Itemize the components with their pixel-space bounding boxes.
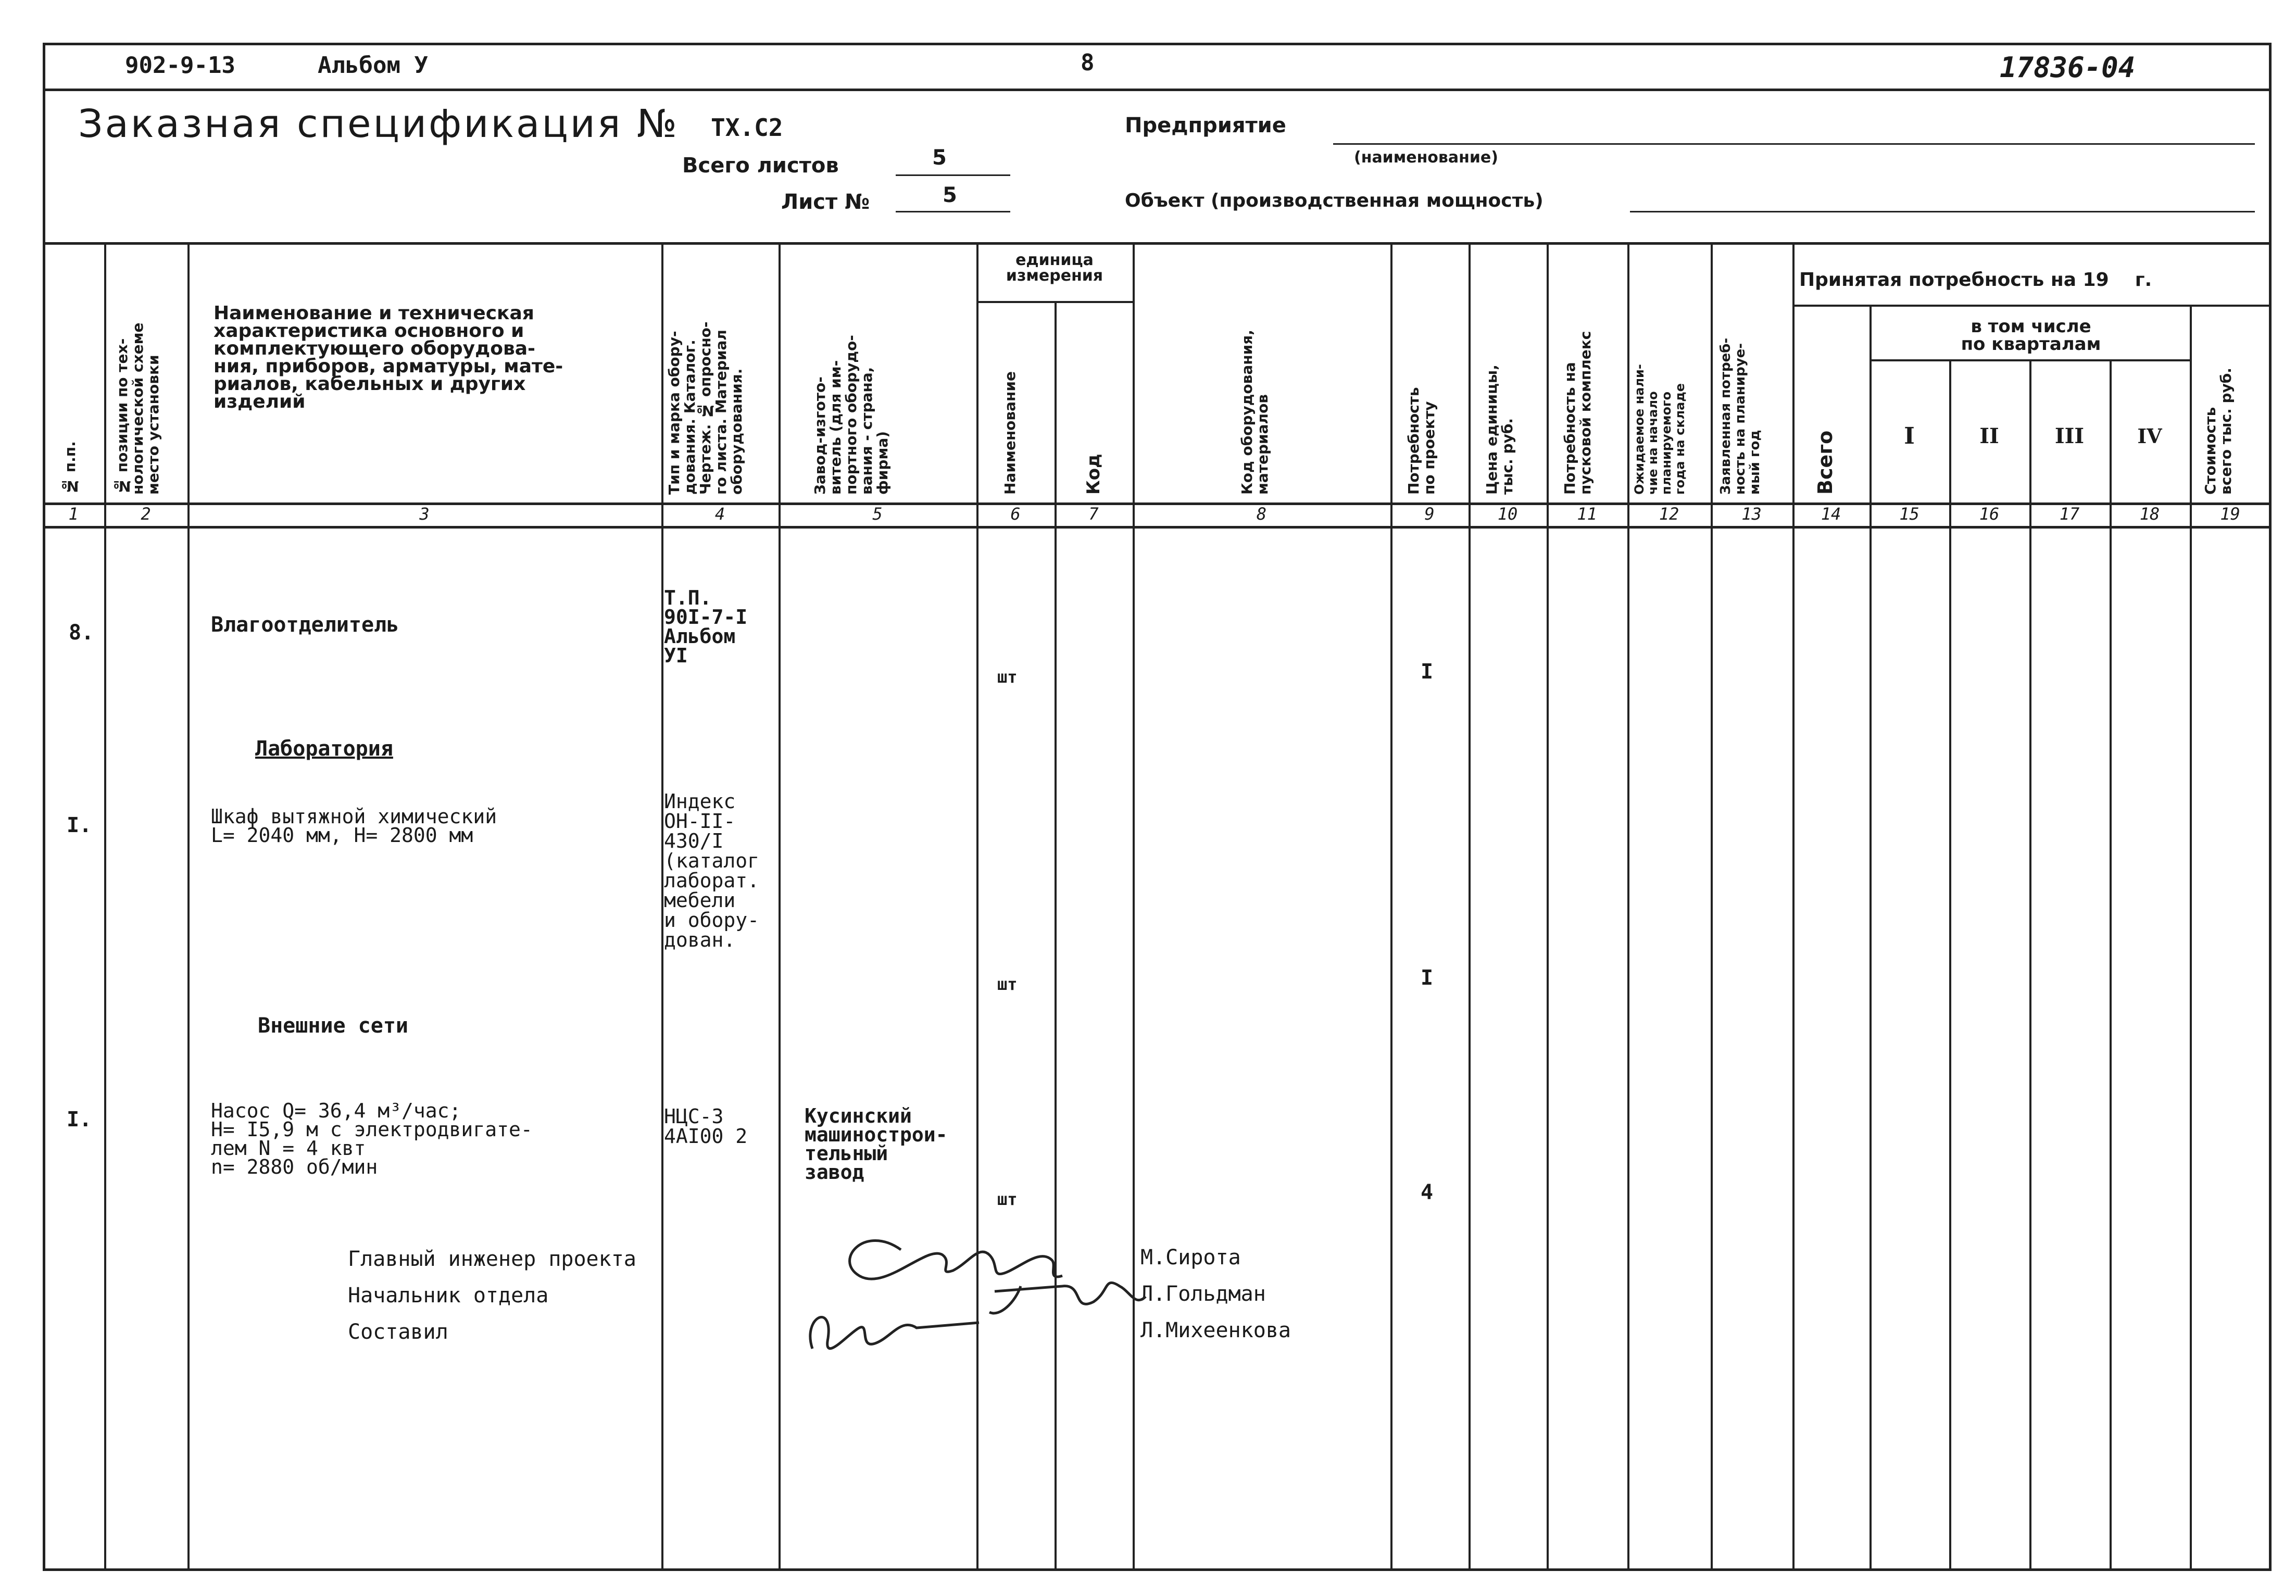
- row3-qty: 4: [1421, 1180, 1434, 1204]
- col-number: 13: [1741, 504, 1762, 524]
- col-number: 9: [1424, 504, 1435, 524]
- signature-role-department-head: Начальник отдела: [348, 1284, 549, 1308]
- col-number: 6: [1010, 504, 1021, 524]
- col-line: [661, 242, 663, 1570]
- col-header-3: Наименование и техническая характеристика основного и комплектующего оборудова- ния, приборов, арматуры, мате- риалов, кабельных и других изделий: [214, 303, 563, 412]
- col-line: [1547, 242, 1549, 1570]
- total-sheets-label: Всего листов: [682, 154, 839, 178]
- row2-number: I.: [67, 813, 92, 837]
- col-header-1: № п.п.: [61, 441, 79, 495]
- col-header-9: Потребность по проекту: [1405, 387, 1438, 495]
- col-header-6: Наименование: [1001, 371, 1019, 495]
- row2-type: Индекс ОН-II- 430/I (каталог лаборат. мебели и обору- дован.: [664, 790, 760, 951]
- col-line: [1055, 301, 1057, 1570]
- spec-title: Заказная спецификация №: [78, 102, 679, 146]
- col-number: 11: [1577, 504, 1597, 524]
- row2-qty: I: [1421, 966, 1434, 990]
- col-line: [104, 242, 106, 1570]
- col-number: 8: [1256, 504, 1267, 524]
- col-line: [187, 242, 190, 1570]
- total-sheets-underline: [896, 174, 1010, 176]
- signature-name-1: М.Сирота: [1140, 1246, 1241, 1270]
- col-line: [1792, 242, 1795, 1570]
- row3-type: НЦС-3 4АI00 2: [664, 1105, 748, 1148]
- col-line: [779, 242, 781, 1570]
- col-header-2: № позиции по тех- нологической схеме место установки: [114, 322, 162, 495]
- section-external-networks: Внешние сети: [258, 1014, 408, 1038]
- title-bottom-line: [43, 242, 2272, 245]
- signature-role-compiled-by: Составил: [348, 1320, 448, 1344]
- col-line: [2029, 359, 2031, 1570]
- signature-role-chief-engineer: Главный инженер проекта: [348, 1247, 636, 1271]
- col-header-7: Код: [1083, 454, 1104, 495]
- project-code: 902-9-13: [125, 52, 235, 79]
- enterprise-label: Предприятие: [1125, 114, 1286, 137]
- col-number: 4: [714, 504, 725, 524]
- row1-type: Т.П. 90I-7-I Альбом УI: [664, 586, 748, 667]
- col-number: 18: [2139, 504, 2160, 524]
- col-number: 19: [2220, 504, 2240, 524]
- col-line: [1949, 359, 1951, 1570]
- col-header-19: Стоимость всего тыс. руб.: [2202, 368, 2235, 495]
- col-header-12: Ожидаемое нали- чие на начало планируемого года на складе: [1632, 364, 1687, 495]
- col-line: [1390, 242, 1392, 1570]
- col-number: 1: [68, 504, 79, 524]
- col-number: 7: [1088, 504, 1099, 524]
- col-header-10: Цена единицы, тыс. руб.: [1483, 365, 1516, 495]
- quarters-header: в том числе по кварталам: [1961, 316, 2101, 355]
- col-line: [1627, 242, 1629, 1570]
- signature-name-3: Л.Михеенкова: [1140, 1318, 1291, 1342]
- sheet-value: 5: [943, 183, 957, 207]
- col-line: [1711, 242, 1713, 1570]
- quarter-2-header: II: [1979, 424, 1999, 448]
- header-line: [43, 89, 2272, 91]
- row3-unit: шт: [997, 1189, 1018, 1209]
- handwritten-signatures: [771, 1213, 1166, 1369]
- row3-name: Насос Q= 36,4 м³/час; Н= I5,9 м с электродвигате- лем N = 4 квт n= 2880 об/мин: [211, 1099, 533, 1178]
- row2-name: Шкаф вытяжной химический L= 2040 мм, Н= 2800 мм: [211, 805, 497, 847]
- col-number: 16: [1979, 504, 2000, 524]
- col-number: 15: [1899, 504, 1919, 524]
- col-line: [2190, 305, 2192, 1570]
- row1-name: Влагоотделитель: [211, 613, 399, 637]
- accepted-line: [1792, 305, 2272, 307]
- col-header-13: Заявленная потреб- ность на планируе- мый год: [1718, 337, 1763, 495]
- doc-number: 17836-04: [2000, 51, 2136, 84]
- row3-maker: Кусинский машинострои- тельный завод: [805, 1104, 948, 1184]
- col-number: 2: [141, 504, 151, 524]
- spec-number: ТХ.С2: [711, 114, 783, 142]
- row2-unit: шт: [997, 974, 1018, 994]
- sheet-label: Лист №: [781, 190, 870, 214]
- album-label: Альбом У: [318, 52, 428, 79]
- col-header-4: Тип и марка обору- дования. Каталог. Чертеж. № опросно- го листа. Материал оборудования.: [666, 321, 745, 495]
- col-line: [1870, 305, 1872, 1570]
- row1-qty: I: [1421, 660, 1434, 684]
- col-line: [2110, 359, 2112, 1570]
- col-header-14: Всего: [1814, 430, 1837, 495]
- quarter-1-header: I: [1904, 423, 1915, 449]
- section-laboratory: Лаборатория: [255, 737, 393, 761]
- col-number: 12: [1659, 504, 1679, 524]
- col-line: [1133, 242, 1135, 1570]
- signature-name-2: Л.Гольдман: [1140, 1282, 1266, 1306]
- enterprise-underline: [1333, 143, 2255, 145]
- col-header-5: Завод-изгото- витель (для им- портного оборудо- вания - страна, фирма): [811, 335, 891, 495]
- row1-number: 8.: [69, 621, 94, 645]
- col-number: 5: [872, 504, 883, 524]
- row1-unit: шт: [997, 667, 1018, 687]
- enterprise-hint: (наименование): [1354, 148, 1498, 167]
- quarter-3-header: III: [2054, 424, 2085, 448]
- col-number: 14: [1821, 504, 1841, 524]
- page-number: 8: [1081, 49, 1095, 76]
- row3-number: I.: [67, 1108, 92, 1132]
- col-number: 10: [1497, 504, 1518, 524]
- col-header-8: Код оборудования, материалов: [1238, 330, 1271, 495]
- col-header-11: Потребность на пусковой комплекс: [1561, 331, 1594, 495]
- accepted-header: Принятая потребность на 19 г.: [1799, 269, 2152, 291]
- col-line: [976, 242, 978, 1570]
- col-line: [1469, 242, 1471, 1570]
- col-number-line: [43, 526, 2272, 529]
- total-sheets-value: 5: [932, 146, 947, 170]
- sheet-underline: [896, 211, 1010, 212]
- quarter-4-header: IV: [2137, 424, 2162, 448]
- col-number: 17: [2059, 504, 2080, 524]
- object-label: Объект (производственная мощность): [1125, 190, 1544, 211]
- object-underline: [1630, 211, 2255, 212]
- col-number: 3: [419, 504, 430, 524]
- unit-group-header: единица измерения: [1006, 251, 1103, 285]
